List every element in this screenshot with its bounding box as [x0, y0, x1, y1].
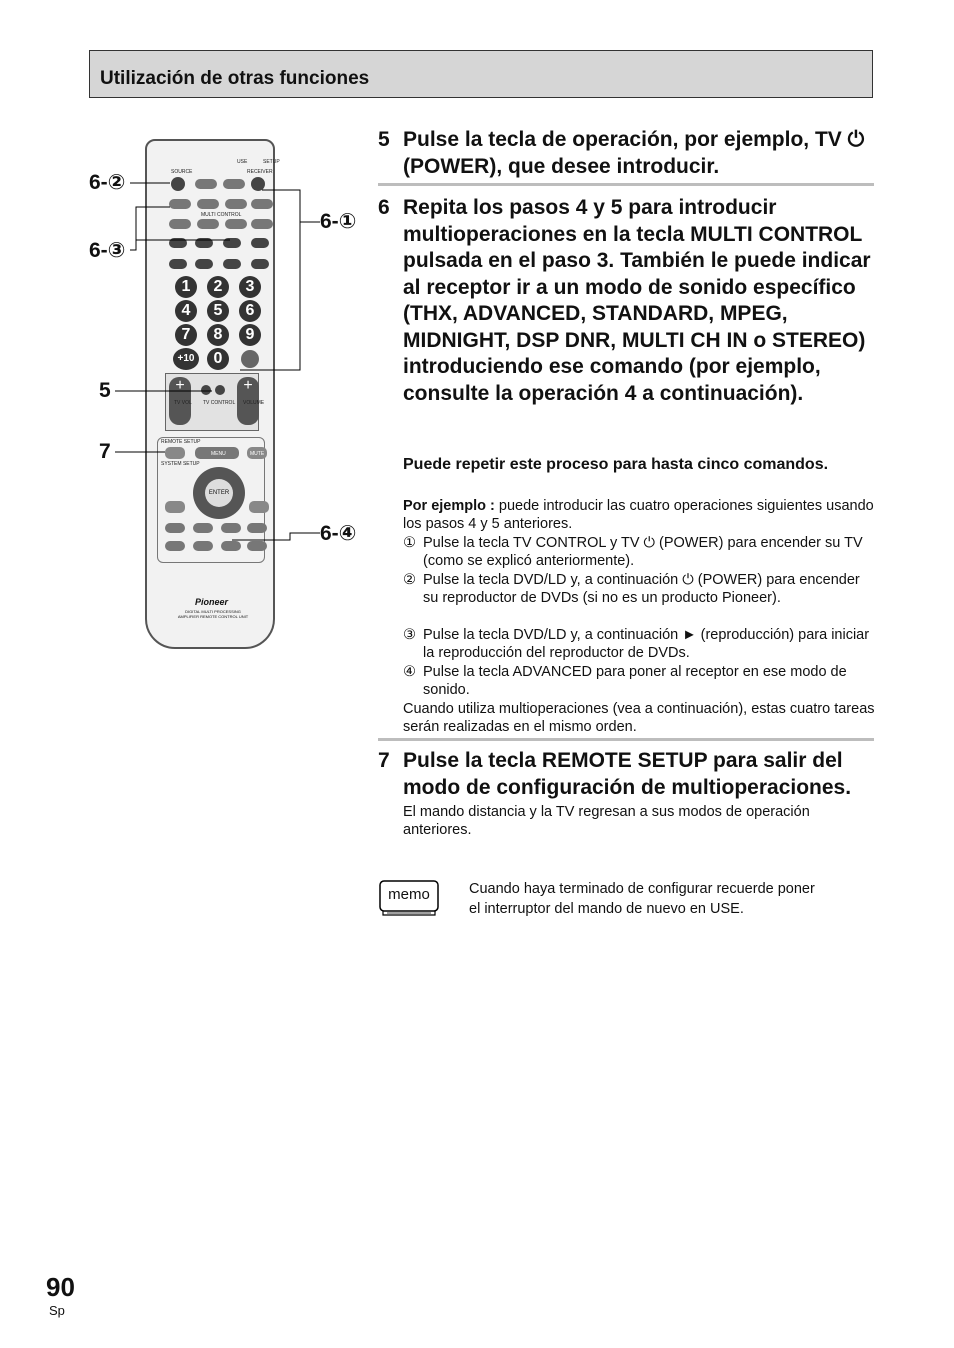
list-marker: ② [403, 572, 416, 588]
number-key-7: 7 [175, 324, 197, 346]
number-key-8: 8 [207, 324, 229, 346]
callout-6-2: 6-② [89, 171, 126, 194]
step-7-title: Pulse la tecla REMOTE SETUP para salir del modo de configuración de multioperaciones. [403, 749, 852, 799]
step-6-number: 6 [378, 196, 390, 219]
number-key-3: 3 [239, 276, 261, 298]
remote-label-volume: VOLUME [243, 400, 265, 406]
number-key-1: 1 [175, 276, 197, 298]
step-5-divider [378, 183, 874, 186]
remote-label-tv-control: TV CONTROL [203, 400, 236, 406]
number-key-5: 5 [207, 300, 229, 322]
step-6-title: Repita los pasos 4 y 5 para introducir multioperaciones en la tecla MULTI CONTROL pulsada en el paso 3. También le puede indicar al receptor ir a un modo de sonido específico (THX, ADVANCED, STANDARD, MPEG, MIDNIGHT, DSP DNR, MULTI CH IN o STEREO) introduciendo ese comando (por ejemplo, consulte la operación 4 a continuación). [403, 196, 871, 405]
step-7-body: El mando distancia y la TV regresan a sus modos de operación anteriores. [403, 804, 810, 839]
remote-label-use: USE [237, 159, 248, 165]
step-5-title: Pulse la tecla de operación, por ejemplo, TV ⏻ (POWER), que desee introducir. [403, 128, 865, 178]
list-item [403, 663, 875, 700]
step-6-divider [378, 738, 874, 741]
list-text: Pulse la tecla TV CONTROL y TV ⏻ (POWER) para encender su TV (como se explicó anteriormente). [423, 535, 863, 570]
remote-label-source: SOURCE [171, 169, 193, 175]
enter-button: ENTER [205, 479, 233, 507]
step-6-closing: Cuando utiliza multioperaciones (vea a continuación), estas cuatro tareas serán realizadas en el mismo orden. [403, 701, 875, 736]
remote-label-remote-setup: REMOTE SETUP [161, 439, 201, 445]
memo-icon [379, 880, 441, 916]
callout-6-4: 6-④ [320, 522, 357, 545]
callout-5: 5 [99, 379, 111, 402]
remote-label-tv-vol: TV VOL [174, 400, 192, 406]
list-text: Pulse la tecla DVD/LD y, a continuación ► (reproducción) para iniciar la reproducción del reproductor de DVDs. [423, 627, 870, 662]
callout-line-6-3 [130, 207, 230, 250]
example-text: puede introducir las cuatro operaciones siguientes usando los pasos 4 y 5 anteriores. [403, 498, 874, 533]
step-7-number: 7 [378, 749, 390, 772]
remote-brand-logo: Pioneer [195, 597, 229, 607]
tv-vol-rocker: + [169, 377, 191, 425]
remote-label-menu: MENU [211, 451, 226, 457]
section-title: Utilización de otras funciones [100, 68, 370, 89]
list-marker: ③ [403, 627, 416, 643]
volume-rocker: + [237, 377, 259, 425]
callout-line-6-4 [232, 533, 320, 540]
list-marker: ① [403, 535, 416, 551]
memo-label: memo [388, 886, 430, 903]
remote-label-system-setup: SYSTEM SETUP [161, 461, 200, 467]
remote-label-setup: SETUP [263, 159, 280, 165]
number-key-0: 0 [207, 348, 229, 370]
callout-6-1: 6-① [320, 210, 357, 233]
remote-label-multi-control: MULTI CONTROL [201, 212, 242, 218]
page-number: 90 [46, 1272, 75, 1302]
list-item [403, 571, 875, 608]
list-text: Pulse la tecla DVD/LD y, a continuación ⏻ (POWER) para encender su reproductor de DVDs (si no es un producto Pioneer). [423, 572, 860, 607]
memo-text: Cuando haya terminado de configurar recuerde poner el interruptor del mando de nuevo en USE. [469, 881, 815, 917]
list-marker: ④ [403, 664, 416, 680]
list-item [403, 534, 875, 571]
list-text: Pulse la tecla ADVANCED para poner al receptor en ese modo de sonido. [423, 664, 847, 699]
step-5-number: 5 [378, 128, 390, 151]
remote-caption: DIGITAL MULTI PROCESSING AMPLIFIER REMOTE CONTROL UNIT [177, 609, 249, 619]
callout-7: 7 [99, 440, 111, 463]
example-label: Por ejemplo : [403, 498, 495, 514]
step-6-subheading: Puede repetir este proceso para hasta cinco comandos. [403, 456, 829, 473]
callout-6-3: 6-③ [89, 239, 126, 262]
number-key-4: 4 [175, 300, 197, 322]
callout-line-6-1 [240, 190, 320, 370]
remote-label-receiver: RECEIVER [247, 169, 273, 175]
language-code: Sp [49, 1303, 65, 1318]
number-key-plus10: +10 [173, 348, 199, 370]
step-6-example [403, 497, 875, 534]
list-item [403, 626, 875, 663]
remote-label-mute: MUTE [250, 451, 265, 457]
number-key-6: 6 [239, 300, 261, 322]
number-key-2: 2 [207, 276, 229, 298]
number-key-9: 9 [239, 324, 261, 346]
